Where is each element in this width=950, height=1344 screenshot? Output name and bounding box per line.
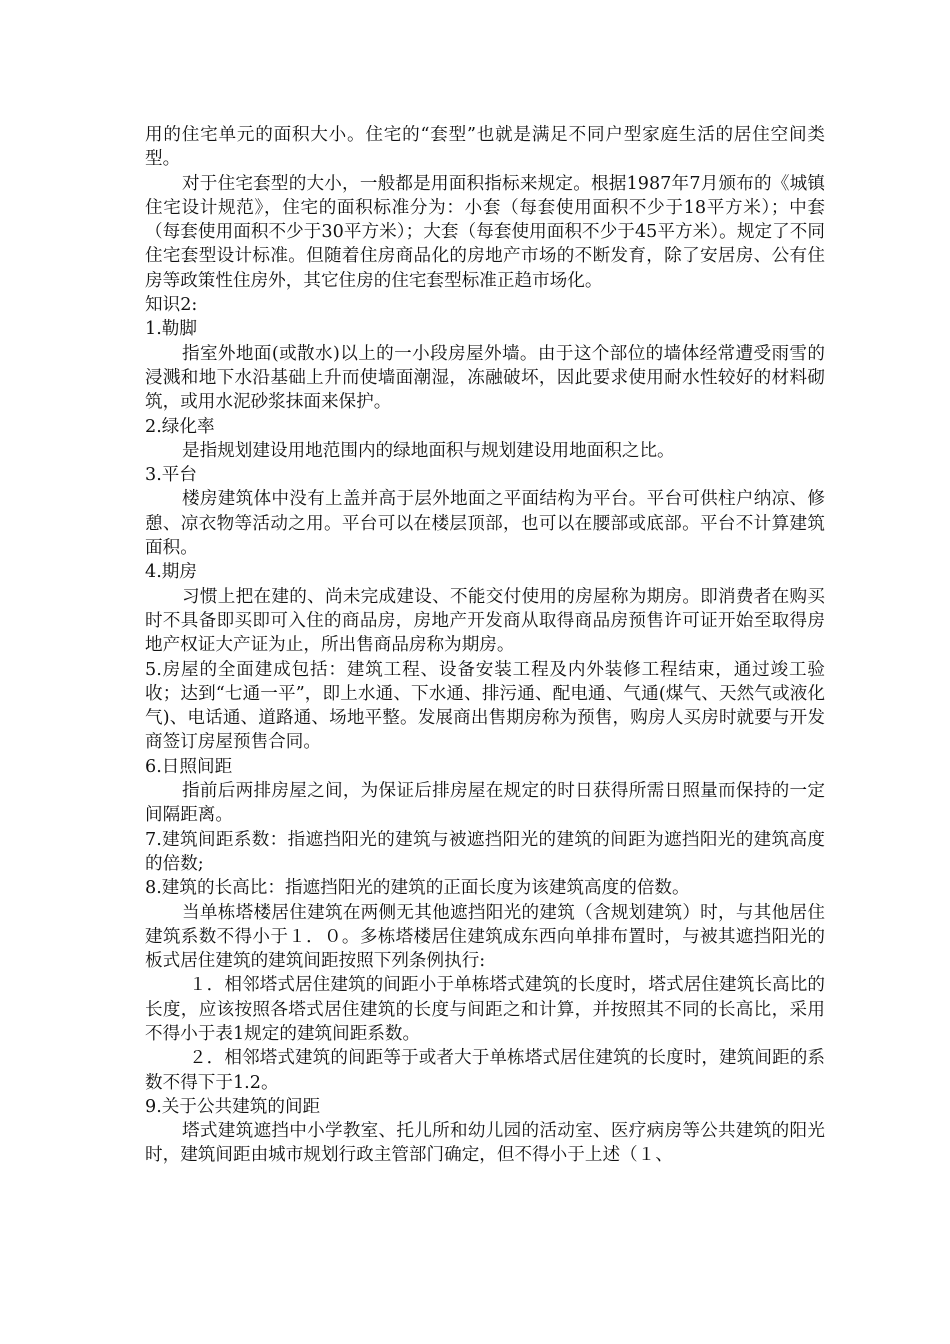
paragraph-public-building-spacing: 塔式建筑遮挡中小学教室、托儿所和幼儿园的活动室、医疗病房等公共建筑的阳光时，建筑间距由城市规划行政主管部门确定，但不得小于上述（１、 bbox=[145, 1121, 825, 1166]
paragraph-green-rate: 是指规划建设用地范围内的绿地面积与规划建设用地面积之比。 bbox=[182, 440, 675, 461]
paragraph-tower-rules: 当单栋塔楼居住建筑在两侧无其他遮挡阳光的建筑（含规划建筑）时，与其他居住建筑系数不得小于１．０。多栋塔楼居住建筑成东西向单排布置时，与被其遮挡阳光的板式居住建筑的建筑间距按照下列条例执行: bbox=[145, 902, 825, 972]
paragraph-spacing-coefficient: 7.建筑间距系数：指遮挡阳光的建筑与被遮挡阳光的建筑的间距为遮挡阳光的建筑高度的倍数; bbox=[145, 829, 825, 874]
paragraph-length-height-ratio: 8.建筑的长高比：指遮挡阳光的建筑的正面长度为该建筑高度的倍数。 bbox=[145, 878, 690, 899]
paragraph-off-plan-housing: 习惯上把在建的、尚未完成建设、不能交付使用的房屋称为期房。即消费者在购买时不具备即买即可入住的商品房，房地产开发商从取得商品房预售许可证开始至取得房地产权证大产证为止，所出售商品房称为期房。 bbox=[145, 586, 825, 656]
paragraph-sunlight-spacing: 指前后两排房屋之间，为保证后排房屋在规定的时日获得所需日照量而保持的一定间隔距离。 bbox=[145, 781, 825, 826]
heading-sunlight-spacing: 6.日照间距 bbox=[145, 756, 233, 777]
paragraph-unit-size-standard: 对于住宅套型的大小，一般都是用面积指标来规定。根据1987年7月颁布的《城镇住宅设计规范》，住宅的面积标准分为：小套（每套使用面积不少于18平方米）；中套（每套使用面积不少于30平方米）；大套（每套使用面积不少于45平方米）。规定了不同住宅套型设计标准。但随着住房商品化的房地产市场的不断发育，除了安居房、公有住房等政策性住房外，其它住房的住宅套型标准正趋市场化。 bbox=[145, 173, 825, 291]
paragraph-plinth: 指室外地面(或散水)以上的一小段房屋外墙。由于这个部位的墙体经常遭受雨雪的浸溅和地下水沿基础上升而使墙面潮湿，冻融破坏，因此要求使用耐水性较好的材料砌筑，或用水泥砂浆抹面来保护。 bbox=[145, 343, 825, 413]
paragraph-rule-2: ２．相邻塔式建筑的间距等于或者大于单栋塔式居住建筑的长度时，建筑间距的系数不得下于1.2。 bbox=[145, 1048, 825, 1093]
heading-platform: 3.平台 bbox=[145, 465, 197, 486]
document-body bbox=[145, 123, 825, 1168]
paragraph-platform: 楼房建筑体中没有上盖并高于层外地面之平面结构为平台。平台可供柱户纳凉、修憩、凉衣物等活动之用。平台可以在楼层顶部，也可以在腰部或底部。平台不计算建筑面积。 bbox=[145, 489, 825, 559]
heading-off-plan-housing: 4.期房 bbox=[145, 562, 197, 583]
paragraph-rule-1: １．相邻塔式居住建筑的间距小于单栋塔式建筑的长度时，塔式居住建筑长高比的长度，应该按照各塔式居住建筑的长度与间距之和计算，并按照其不同的长高比，采用不得小于表1规定的建筑间距系数。 bbox=[145, 975, 825, 1044]
paragraph-housing-unit-type: 用的住宅单元的面积大小。住宅的“套型”也就是满足不同户型家庭生活的居住空间类型。 bbox=[145, 125, 825, 170]
paragraph-completion-criteria: 5.房屋的全面建成包括：建筑工程、设备安装工程及内外装修工程结束，通过竣工验收；达到“七通一平”，即上水通、下水通、排污通、配电通、气通(煤气、天然气或液化气)、电话通、道路通、场地平整。发展商出售期房称为预售，购房人买房时就要与开发商签订房屋预售合同。 bbox=[145, 659, 825, 753]
heading-green-rate: 2.绿化率 bbox=[145, 416, 215, 437]
heading-public-building-spacing: 9.关于公共建筑的间距 bbox=[145, 1096, 321, 1117]
heading-knowledge-2: 知识2: bbox=[145, 295, 198, 316]
heading-plinth: 1.勒脚 bbox=[145, 319, 197, 340]
